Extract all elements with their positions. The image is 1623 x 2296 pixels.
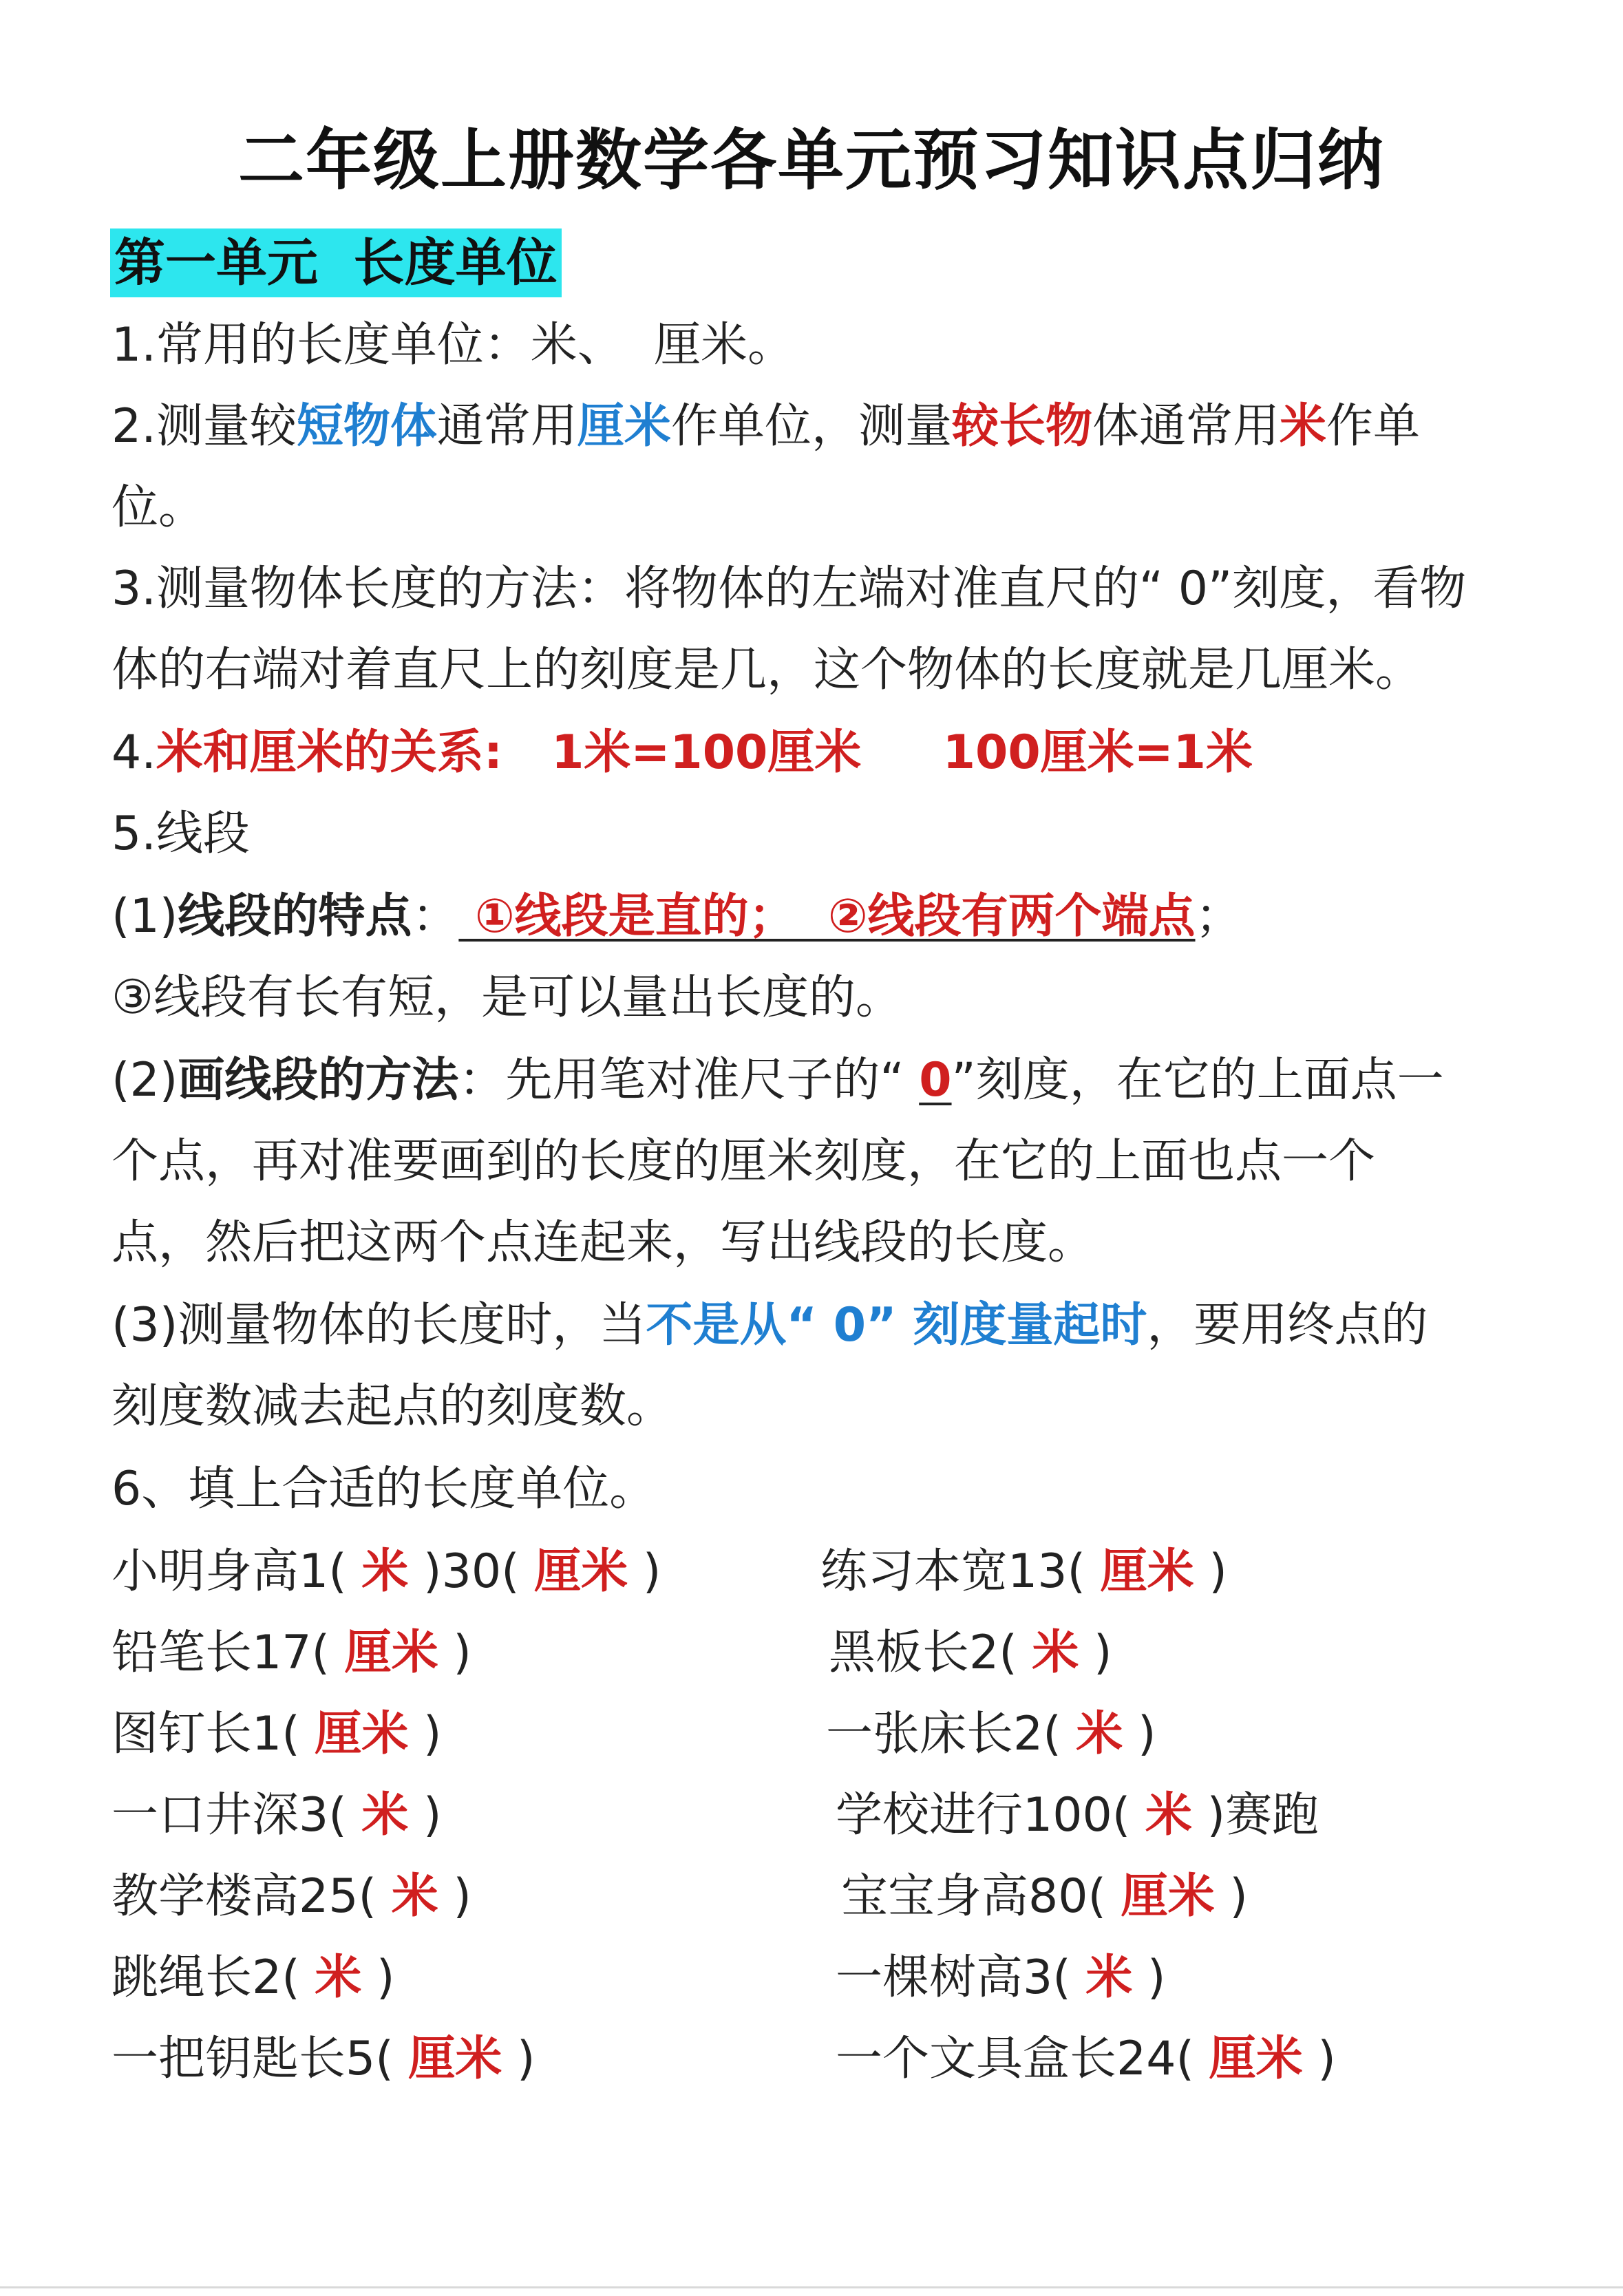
point-5-3-line-2: 刻度数减去起点的刻度数。	[112, 1379, 674, 1434]
exercise-answer: 厘米	[1209, 2032, 1303, 2086]
exercise-text: 教学楼高25(	[112, 1869, 392, 1924]
point-2-text-c: 通常用	[436, 399, 577, 454]
exercise-text: )	[408, 1788, 442, 1842]
point-5-1-line-2: ③线段有长有短，是可以量出长度的。	[112, 970, 902, 1025]
exercise-text: )	[1132, 1950, 1166, 2005]
point-5-2	[112, 1048, 1444, 1114]
point-2-highlight-m: 米	[1279, 399, 1326, 454]
point-5-1-colon: ：	[412, 889, 459, 944]
exercise-text: 练习本宽13(	[820, 1544, 1101, 1599]
exercise-text: )30(	[408, 1544, 535, 1599]
point-2-text-g: 体通常用	[1092, 399, 1280, 454]
exercise-answer: 厘米	[315, 1707, 409, 1761]
point-5-2-label: 画线段的方法	[178, 1053, 459, 1107]
exercise-right-6	[836, 1945, 1166, 2011]
exercise-answer: 米	[391, 1869, 438, 1924]
exercise-text: 一个文具盒长24(	[836, 2032, 1209, 2086]
point-6: 6、填上合适的长度单位。	[112, 1462, 657, 1516]
point-5-2-line-2: 个点，再对准要画到的长度的厘米刻度，在它的上面也点一个	[112, 1134, 1376, 1189]
exercise-answer: 厘米	[534, 1544, 628, 1599]
exercise-text: 小明身高1(	[112, 1544, 362, 1599]
point-5-3-text-2: ，要用终点的	[1147, 1298, 1428, 1352]
exercise-text: )	[1194, 1544, 1227, 1599]
point-5-1-prefix: (1)	[112, 889, 178, 944]
exercise-text: )	[408, 1707, 442, 1761]
point-5-2-text-2: ”刻度，在它的上面点一	[951, 1053, 1444, 1107]
exercise-text: 一口井深3(	[112, 1788, 362, 1842]
exercise-answer: 厘米	[408, 2032, 502, 2086]
exercise-text: )	[438, 1626, 471, 1680]
exercise-answer: 米	[1032, 1626, 1079, 1680]
exercise-answer: 米	[1145, 1788, 1192, 1842]
exercise-left-5	[112, 1864, 471, 1930]
exercise-text: )	[502, 2032, 535, 2086]
exercise-answer: 米	[361, 1544, 409, 1599]
exercise-right-3	[826, 1701, 1156, 1767]
exercise-left-7	[112, 2026, 535, 2092]
point-4-relation: 米和厘米的关系: 1米=100厘米 100厘米=1米	[156, 725, 1253, 780]
point-5-2-zero: 0	[919, 1053, 952, 1107]
exercise-right-7	[836, 2026, 1336, 2092]
point-2-highlight-long: 较长物	[951, 399, 1092, 454]
exercise-left-2	[112, 1620, 471, 1686]
point-2-text-e: 作单位，测量	[670, 399, 952, 454]
point-2-text-a: 2.测量较	[112, 399, 297, 454]
exercise-text: )	[1123, 1707, 1156, 1761]
exercise-text: )	[628, 1544, 661, 1599]
exercise-text: 学校进行100(	[836, 1788, 1145, 1842]
exercise-right-4	[836, 1783, 1319, 1849]
point-3-line-2: 体的右端对着直尺上的刻度是几，这个物体的长度就是几厘米。	[112, 643, 1423, 697]
point-2-line-2: 位。	[112, 480, 206, 535]
point-5-1-tail: ；	[1195, 889, 1242, 944]
point-5-1-label: 线段的特点	[178, 889, 412, 944]
unit-heading: 第一单元 长度单位	[110, 228, 562, 297]
point-2-highlight-cm: 厘米	[577, 399, 671, 454]
exercise-answer: 米	[361, 1788, 409, 1842]
exercise-right-2	[829, 1620, 1112, 1686]
exercise-right-5	[841, 1864, 1248, 1930]
exercise-right-1	[820, 1539, 1227, 1605]
exercise-text: 一张床长2(	[826, 1707, 1076, 1761]
exercise-text: 一棵树高3(	[836, 1950, 1086, 2005]
exercise-answer: 厘米	[1100, 1544, 1194, 1599]
exercise-answer: 厘米	[1121, 1869, 1215, 1924]
point-5-2-prefix: (2)	[112, 1053, 178, 1107]
exercise-text: 宝宝身高80(	[841, 1869, 1121, 1924]
exercise-text: )	[361, 1950, 395, 2005]
exercise-text: )赛跑	[1191, 1788, 1319, 1842]
point-3-line-1: 3.测量物体长度的方法：将物体的左端对准直尺的“ 0”刻度，看物	[112, 562, 1467, 616]
exercise-text: )	[438, 1869, 471, 1924]
exercise-answer: 厘米	[344, 1626, 438, 1680]
point-5-3-text-1: (3)测量物体的长度时，当	[112, 1298, 646, 1352]
point-4	[112, 720, 1253, 786]
exercise-answer: 米	[1076, 1707, 1123, 1761]
exercise-text: 铅笔长17(	[112, 1626, 345, 1680]
exercise-text: )	[1302, 2032, 1336, 2086]
exercise-text: )	[1214, 1869, 1248, 1924]
exercise-text: 图钉长1(	[112, 1707, 315, 1761]
point-2-highlight-short: 短物体	[296, 399, 437, 454]
exercise-text: 跳绳长2(	[112, 1950, 315, 2005]
point-5: 5.线段	[112, 807, 250, 861]
exercise-left-4	[112, 1783, 442, 1849]
bottom-divider	[0, 2286, 1623, 2288]
exercise-left-3	[112, 1701, 442, 1767]
exercise-text: 一把钥匙长5(	[112, 2032, 409, 2086]
point-5-2-text-1: ：先用笔对准尺子的“	[458, 1053, 920, 1107]
exercise-left-1	[112, 1539, 661, 1605]
exercise-left-6	[112, 1945, 395, 2011]
point-4-number: 4.	[112, 725, 156, 780]
point-5-3	[112, 1293, 1428, 1359]
point-5-2-line-3: 点，然后把这两个点连起来，写出线段的长度。	[112, 1215, 1095, 1270]
point-5-1	[112, 884, 1242, 950]
point-5-1-features: ①线段是直的； ②线段有两个端点	[458, 889, 1196, 944]
exercise-text: )	[1079, 1626, 1112, 1680]
exercise-answer: 米	[315, 1950, 362, 2005]
exercise-text: 黑板长2(	[829, 1626, 1032, 1680]
point-5-3-highlight: 不是从“ 0” 刻度量起时	[646, 1298, 1147, 1352]
page-title: 二年级上册数学各单元预习知识点归纳	[238, 122, 1385, 199]
exercise-answer: 米	[1085, 1950, 1133, 2005]
point-2-text-i: 作单	[1326, 399, 1421, 454]
point-2	[112, 394, 1420, 460]
point-1: 1.常用的长度单位：米、 厘米。	[112, 318, 795, 372]
